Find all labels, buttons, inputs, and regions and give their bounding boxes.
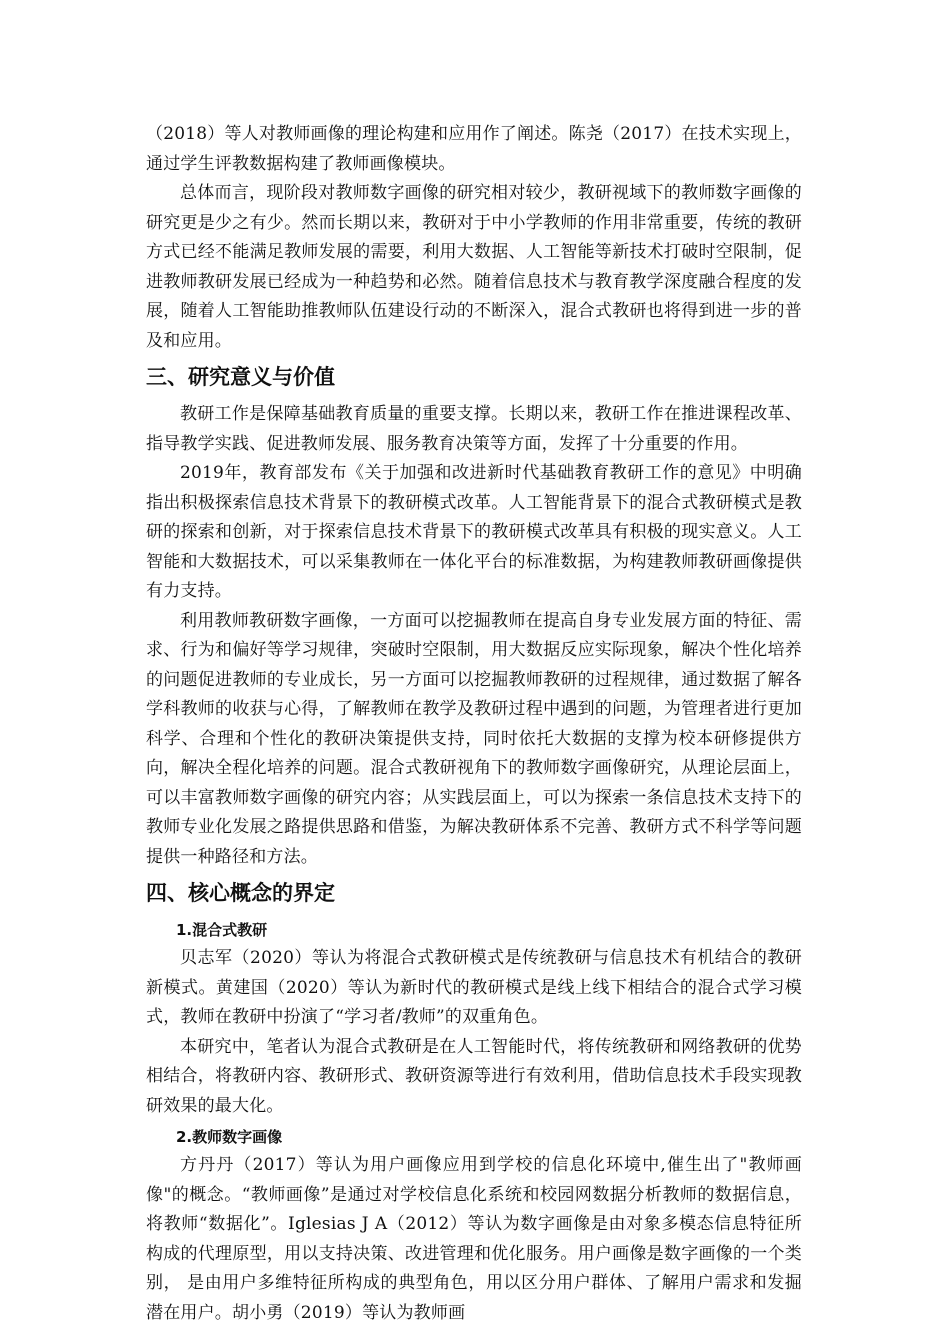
subheading-teacher-digital-portrait: 2.教师数字画像 xyxy=(176,1128,283,1146)
paragraph-summary: 总体而言，现阶段对教师数字画像的研究相对较少，教研视域下的教师数字画像的研究更是少之有少。然而长期以来，教研对于中小学教师的作用非常重要，传统的教研方式已经不能满足教师发展的需要，利用大数据、人工智能等新技术打破时空限制，促进教师教研发展已经成为一种趋势和必然。随着信息技术与教育教学深度融合程度的发展，随着人工智能助推教师队伍建设行动的不断深入，混合式教研也将得到进一步的普及和应用。 xyxy=(146,183,802,351)
paragraph-intro-continuation: （2018）等人对教师画像的理论构建和应用作了阐述。陈尧（2017）在技术实现上，通过学生评教数据构建了教师画像模块。 xyxy=(146,124,802,174)
paragraph-significance-3: 利用教师教研数字画像，一方面可以挖掘教师在提高自身专业发展方面的特征、需求、行为和偏好等学习规律，突破时空限制，用大数据反应实际现象，解决个性化培养的问题促进教师的专业成长，另一方面可以挖掘教师教研的过程规律，通过数据了解各学科教师的收获与心得，了解教师在教学及教研过程中遇到的问题，为管理者进行更加科学、合理和个性化的教研决策提供支持，同时依托大数据的支撑为校本研修提供方向，解决全程化培养的问题。混合式教研视角下的教师数字画像研究，从理论层面上，可以丰富教师数字画像的研究内容；从实践层面上，可以为探索一条信息技术支持下的教师专业化发展之路提供思路和借鉴，为解决教研体系不完善、教研方式不科学等问题提供一种路径和方法。 xyxy=(146,610,802,867)
paragraph-teacher-digital-portrait-1: 方丹丹（2017）等认为用户画像应用到学校的信息化环境中,催生出了"教师画像"的概念。“教师画像”是通过对学校信息化系统和校园网数据分析教师的数据信息，将教师“数据化”。Iglesias J A（2012）等认为数字画像是由对象多模态信息特征所构成的代理原型，用以支持决策、改进管理和优化服务。用户画像是数字画像的一个类别， 是由用户多维特征所构成的典型角色，用以区分用户群体、了解用户需求和发掘潜在用户。胡小勇（2019）等认为教师画 xyxy=(146,1155,802,1323)
paragraph-significance-1: 教研工作是保障基础教育质量的重要支撑。长期以来，教研工作在推进课程改革、指导教学实践、促进教师发展、服务教育决策等方面，发挥了十分重要的作用。 xyxy=(146,404,802,454)
section-heading-significance: 三、研究意义与价值 xyxy=(146,365,335,389)
paragraph-blended-research-1: 贝志军（2020）等认为将混合式教研模式是传统教研与信息技术有机结合的教研新模式。黄建国（2020）等认为新时代的教研模式是线上线下相结合的混合式学习模式，教师在教研中扮演了“学习者/教师”的双重角色。 xyxy=(146,948,802,1027)
subheading-blended-research: 1.混合式教研 xyxy=(176,921,268,939)
section-heading-core-concepts: 四、核心概念的界定 xyxy=(146,881,335,905)
document-body xyxy=(146,120,802,1328)
paragraph-significance-2: 2019年，教育部发布《关于加强和改进新时代基础教育教研工作的意见》中明确指出积极探索信息技术背景下的教研模式改革。人工智能背景下的混合式教研模式是教研的探索和创新，对于探索信息技术背景下的教研模式改革具有积极的现实意义。人工智能和大数据技术，可以采集教师在一体化平台的标准数据，为构建教师教研画像提供有力支持。 xyxy=(146,463,802,601)
paragraph-blended-research-2: 本研究中，笔者认为混合式教研是在人工智能时代，将传统教研和网络教研的优势相结合，将教研内容、教研形式、教研资源等进行有效利用，借助信息技术手段实现教研效果的最大化。 xyxy=(146,1036,802,1116)
